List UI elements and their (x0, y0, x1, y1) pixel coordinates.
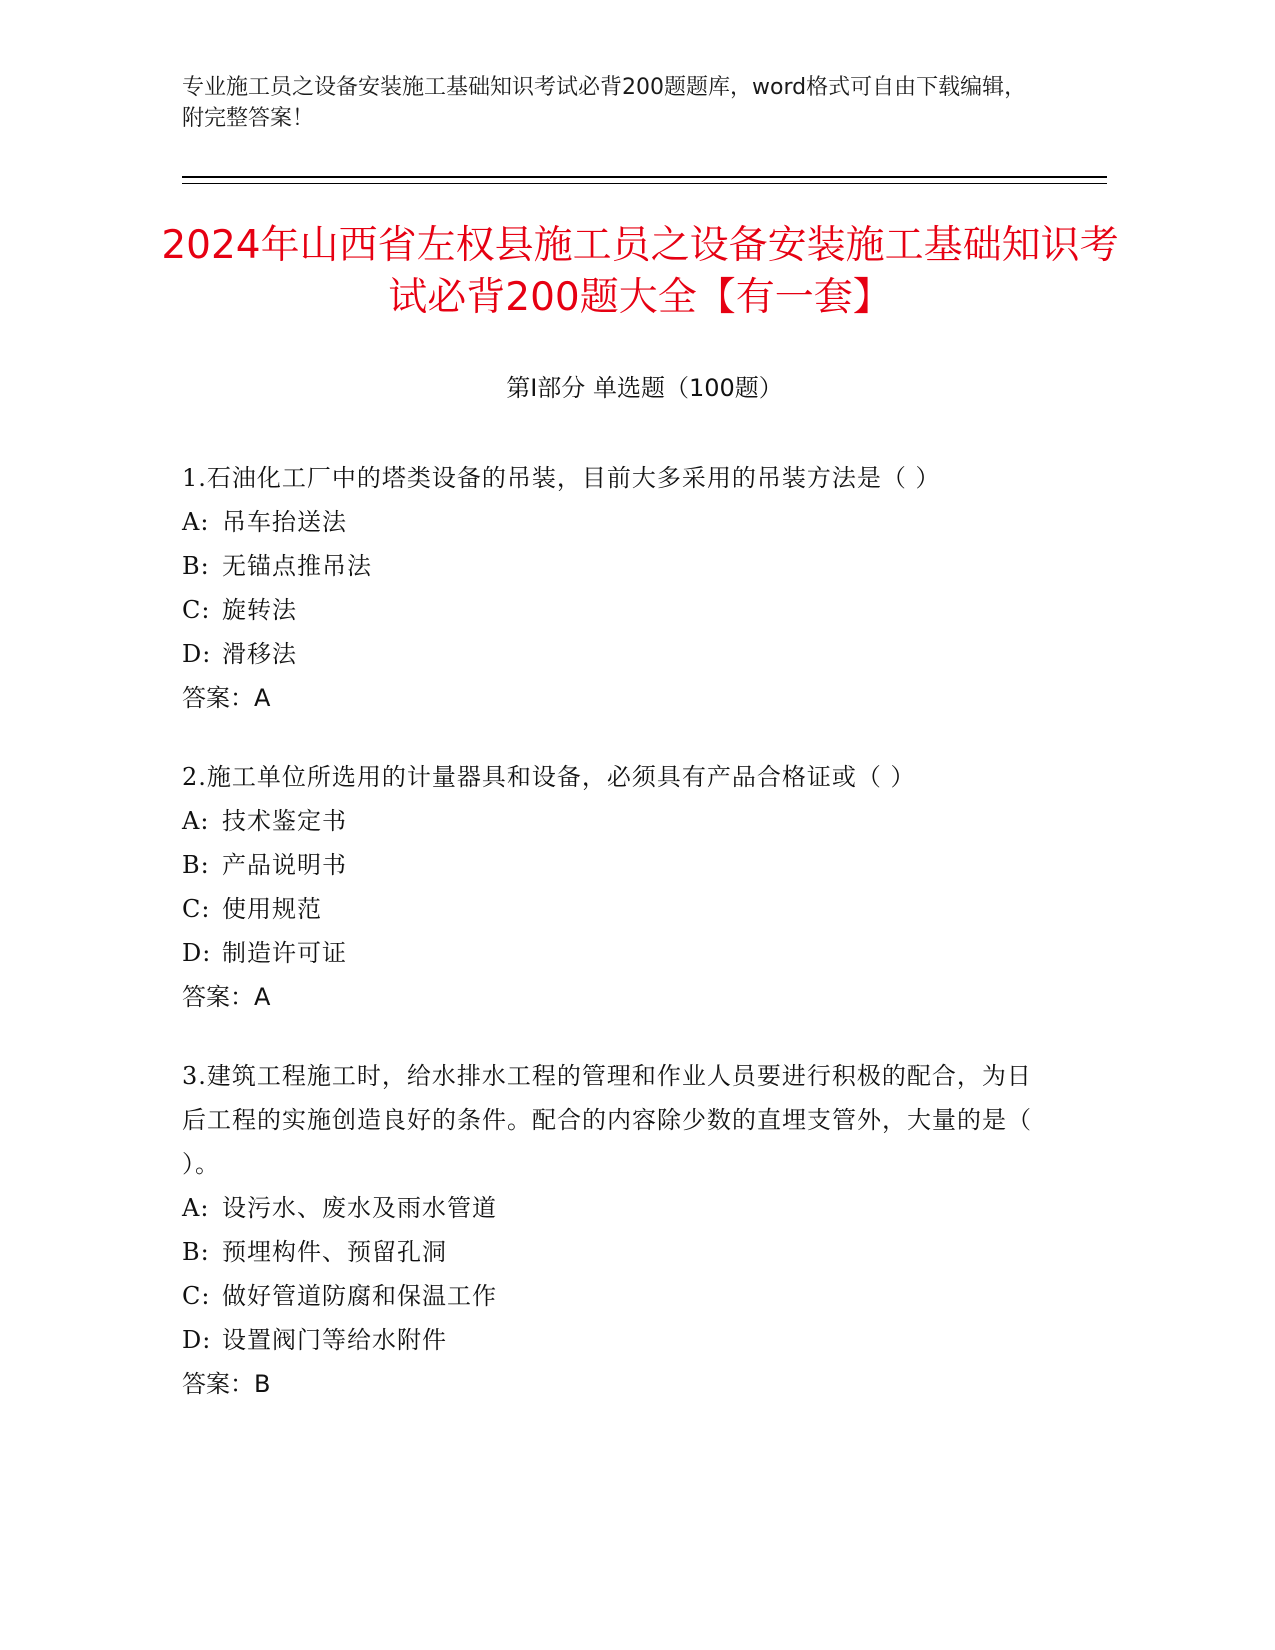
header-rule-thin (182, 183, 1107, 184)
question-stem: 2.施工单位所选用的计量器具和设备，必须具有产品合格证或（ ） (182, 763, 916, 791)
option-letter: C: (182, 895, 211, 923)
option-a (182, 1186, 1042, 1230)
option-text: 预埋构件、预留孔洞 (222, 1238, 447, 1266)
option-d (182, 1318, 1042, 1362)
option-text: 制造许可证 (222, 939, 347, 967)
document-title: 2024年山西省左权县施工员之设备安装施工基础知识考试必背200题大全【有一套】 (161, 223, 1119, 320)
option-c (182, 1274, 1042, 1318)
option-letter: B: (182, 552, 210, 580)
option-text: 使用规范 (222, 895, 322, 923)
section-heading: 第Ⅰ部分 单选题（100题） (506, 374, 783, 402)
option-text: 做好管道防腐和保温工作 (222, 1282, 497, 1310)
question-list (182, 456, 1042, 1441)
option-letter: C: (182, 596, 211, 624)
option-letter: D: (182, 939, 212, 967)
option-text: 旋转法 (222, 596, 297, 624)
option-d (182, 931, 1042, 975)
question-3 (182, 1054, 1042, 1406)
option-text: 无锚点推吊法 (222, 552, 372, 580)
option-d (182, 632, 1042, 676)
option-text: 设置阀门等给水附件 (222, 1326, 447, 1354)
option-a (182, 799, 1042, 843)
option-c (182, 887, 1042, 931)
option-letter: A: (182, 508, 210, 536)
option-b (182, 843, 1042, 887)
question-stem: 1.石油化工厂中的塔类设备的吊装，目前大多采用的吊装方法是（ ） (182, 464, 941, 492)
question-1 (182, 456, 1042, 720)
option-b (182, 544, 1042, 588)
answer-line: 答案：A (182, 983, 271, 1011)
option-c (182, 588, 1042, 632)
option-letter: B: (182, 1238, 210, 1266)
option-letter: D: (182, 1326, 212, 1354)
option-text: 设污水、废水及雨水管道 (222, 1194, 497, 1222)
option-letter: B: (182, 851, 210, 879)
option-letter: A: (182, 1194, 210, 1222)
answer-line: 答案：B (182, 1370, 271, 1398)
option-letter: D: (182, 640, 212, 668)
option-text: 产品说明书 (222, 851, 347, 879)
answer-line: 答案：A (182, 684, 271, 712)
option-a (182, 500, 1042, 544)
option-letter: A: (182, 807, 210, 835)
option-text: 吊车抬送法 (222, 508, 347, 536)
question-2 (182, 755, 1042, 1019)
option-text: 技术鉴定书 (222, 807, 347, 835)
header-note: 专业施工员之设备安装施工基础知识考试必背200题题库，word格式可自由下载编辑，附完整答案！ (182, 75, 1027, 131)
question-stem: 3.建筑工程施工时，给水排水工程的管理和作业人员要进行积极的配合，为日后工程的实施创造良好的条件。配合的内容除少数的直埋支管外，大量的是（ ）。 (182, 1062, 1032, 1178)
option-letter: C: (182, 1282, 211, 1310)
option-b (182, 1230, 1042, 1274)
option-text: 滑移法 (222, 640, 297, 668)
header-rule-thick (182, 176, 1107, 178)
